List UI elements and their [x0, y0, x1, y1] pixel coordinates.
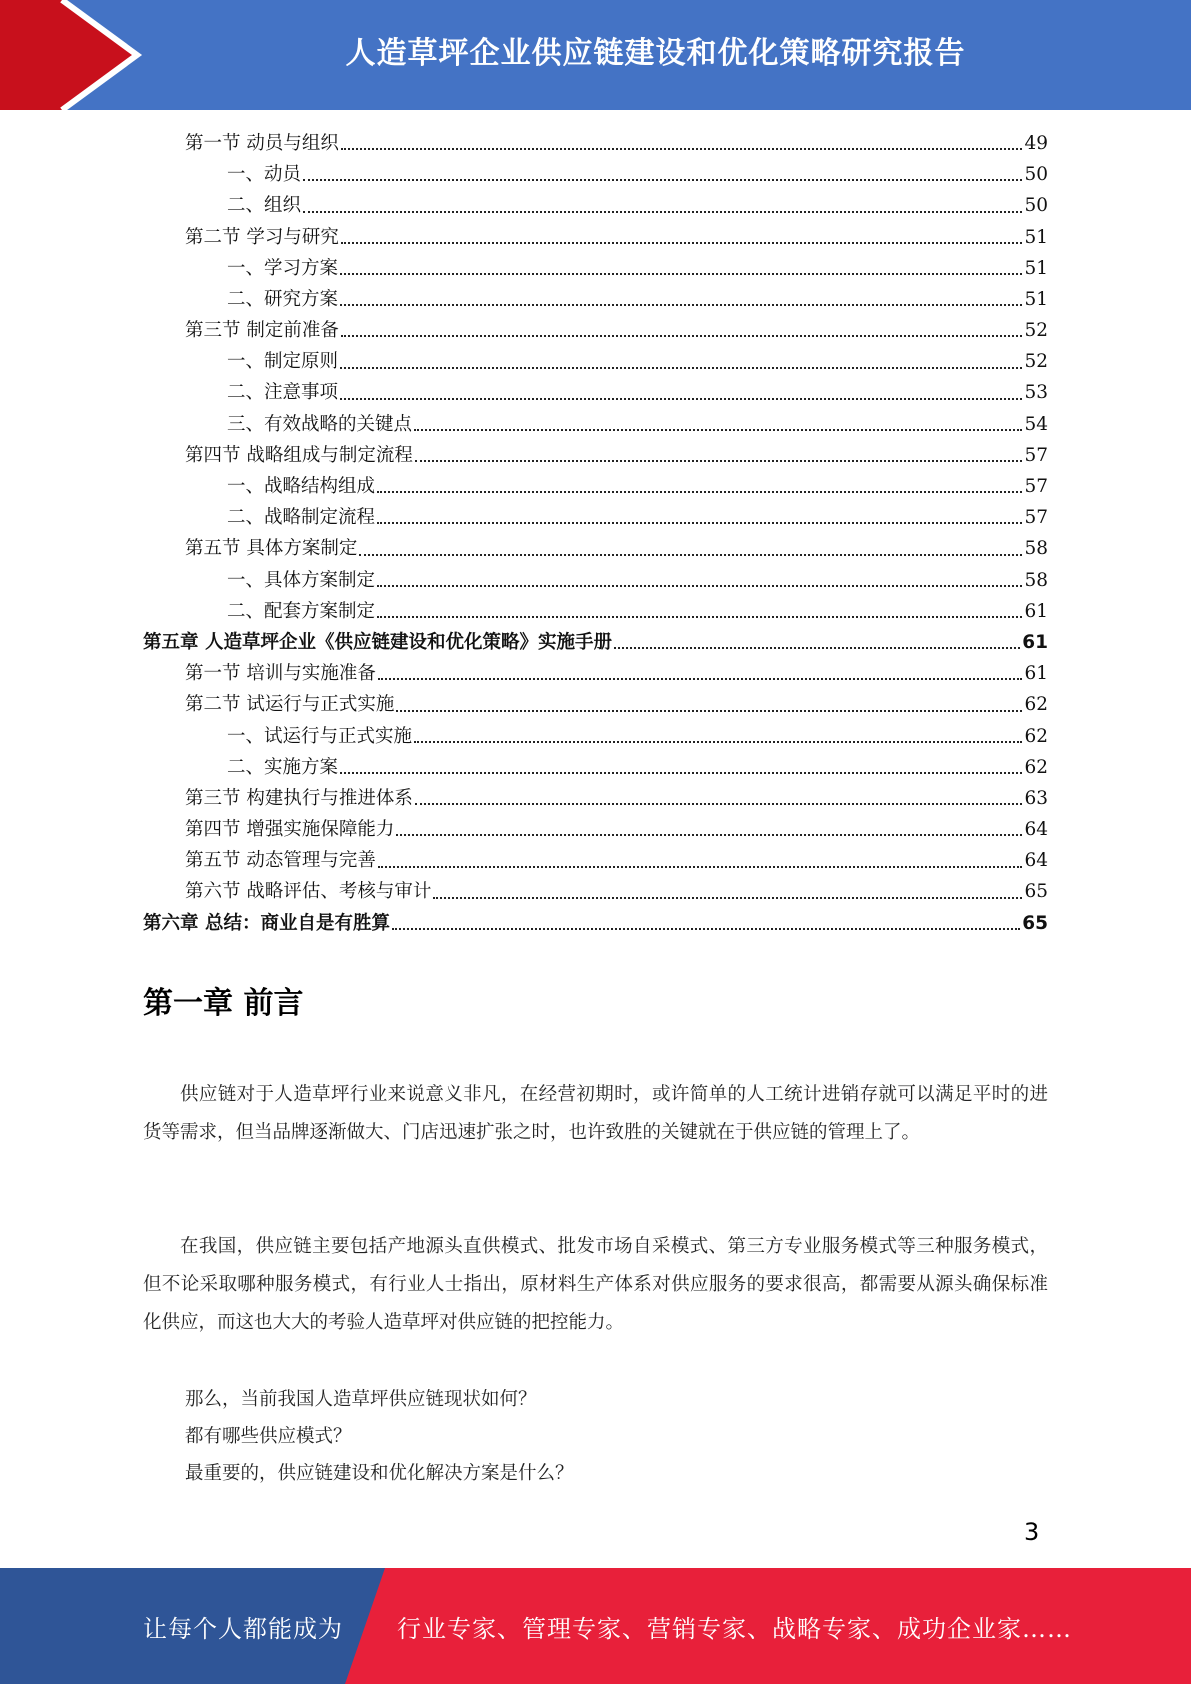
- toc-entry[interactable]: [143, 596, 1048, 627]
- toc-entry-label: 第四节 增强实施保障能力: [185, 819, 395, 841]
- toc-dot-leader: [433, 897, 1022, 899]
- toc-entry-label: 第六节 战略评估、考核与审计: [185, 881, 432, 903]
- toc-entry[interactable]: [143, 222, 1048, 253]
- toc-entry-page: 57: [1024, 507, 1048, 529]
- toc-entry-label: 二、研究方案: [227, 288, 339, 310]
- toc-entry-label: 三、有效战略的关键点: [227, 413, 413, 435]
- chapter-title: 第一章 前言: [143, 986, 304, 1021]
- toc-entry-page: 62: [1024, 694, 1048, 716]
- toc-entry[interactable]: [143, 689, 1048, 720]
- toc-entry-page: 53: [1024, 382, 1048, 404]
- toc-entry[interactable]: [143, 471, 1048, 502]
- page-footer: [0, 1568, 1191, 1684]
- toc-entry[interactable]: [143, 877, 1048, 908]
- toc-entry[interactable]: [143, 128, 1048, 159]
- toc-dot-leader: [303, 179, 1022, 181]
- toc-entry-label: 第六章 总结：商业自是有胜算: [143, 912, 390, 934]
- toc-dot-leader: [359, 554, 1022, 556]
- toc-dot-leader: [377, 616, 1022, 618]
- toc-dot-leader: [378, 678, 1023, 680]
- toc-entry[interactable]: [143, 159, 1048, 190]
- toc-entry[interactable]: [143, 533, 1048, 564]
- toc-entry[interactable]: [143, 502, 1048, 533]
- toc-entry-label: 第三节 制定前准备: [185, 320, 339, 342]
- toc-dot-leader: [341, 242, 1023, 244]
- toc-entry-page: 49: [1024, 132, 1048, 154]
- toc-entry[interactable]: [143, 814, 1048, 845]
- toc-dot-leader: [377, 491, 1022, 493]
- toc-entry-label: 第三节 构建执行与推进体系: [185, 787, 413, 809]
- toc-dot-leader: [415, 803, 1023, 805]
- toc-entry-page: 50: [1024, 195, 1048, 217]
- chevron-arrow-icon: [0, 0, 160, 110]
- toc-entry-page: 58: [1024, 569, 1048, 591]
- toc-entry-page: 65: [1024, 881, 1048, 903]
- toc-entry-label: 第二节 试运行与正式实施: [185, 694, 395, 716]
- toc-entry-page: 51: [1024, 288, 1048, 310]
- toc-entry-page: 62: [1024, 725, 1048, 747]
- toc-entry-label: 二、战略制定流程: [227, 507, 376, 529]
- toc-entry[interactable]: [143, 783, 1048, 814]
- toc-entry-page: 64: [1024, 850, 1048, 872]
- toc-entry-page: 57: [1024, 444, 1048, 466]
- toc-dot-leader: [396, 710, 1022, 712]
- toc-entry[interactable]: [143, 190, 1048, 221]
- toc-entry-label: 一、动员: [227, 164, 302, 186]
- footer-slogan-right: 行业专家、管理专家、营销专家、战略专家、成功企业家……: [397, 1614, 1072, 1643]
- footer-slogan-left: 让每个人都能成为: [143, 1614, 343, 1643]
- question-line: 最重要的，供应链建设和优化解决方案是什么？: [185, 1463, 574, 1484]
- toc-entry[interactable]: [143, 752, 1048, 783]
- paragraph-1: 供应链对于人造草坪行业来说意义非凡，在经营初期时，或许简单的人工统计进销存就可以满足平时的进货等需求，但当品牌逐渐做大、门店迅速扩张之时，也许致胜的关键就在于供应链的管理上了。: [143, 1084, 1048, 1143]
- report-title: 人造草坪企业供应链建设和优化策略研究报告: [345, 36, 966, 71]
- toc-entry-label: 第四节 战略组成与制定流程: [185, 444, 413, 466]
- question-line: 都有哪些供应模式？: [185, 1426, 352, 1447]
- toc-entry-label: 一、学习方案: [227, 257, 339, 279]
- toc-entry-page: 51: [1024, 226, 1048, 248]
- toc-entry-label: 第五节 具体方案制定: [185, 538, 358, 560]
- toc-entry[interactable]: [143, 284, 1048, 315]
- toc-entry-page: 51: [1024, 257, 1048, 279]
- table-of-contents: [143, 128, 1048, 939]
- toc-entry-label: 一、制定原则: [227, 351, 339, 373]
- toc-dot-leader: [414, 429, 1022, 431]
- toc-entry-label: 一、战略结构组成: [227, 476, 376, 498]
- toc-entry-page: 52: [1024, 351, 1048, 373]
- toc-dot-leader: [396, 834, 1022, 836]
- toc-entry[interactable]: [143, 721, 1048, 752]
- toc-entry[interactable]: [143, 315, 1048, 346]
- toc-entry-page: 61: [1024, 600, 1048, 622]
- toc-entry-label: 一、具体方案制定: [227, 569, 376, 591]
- toc-dot-leader: [340, 398, 1022, 400]
- toc-entry-label: 第一节 培训与实施准备: [185, 663, 376, 685]
- toc-entry-label: 第五节 动态管理与完善: [185, 850, 376, 872]
- toc-dot-leader: [614, 647, 1020, 649]
- toc-entry-label: 二、实施方案: [227, 756, 339, 778]
- toc-dot-leader: [377, 585, 1022, 587]
- toc-entry[interactable]: [143, 378, 1048, 409]
- toc-entry[interactable]: [143, 440, 1048, 471]
- question-list: [185, 1381, 574, 1492]
- toc-entry-page: 64: [1024, 819, 1048, 841]
- toc-dot-leader: [340, 273, 1022, 275]
- toc-dot-leader: [378, 866, 1023, 868]
- toc-entry[interactable]: [143, 565, 1048, 596]
- paragraph-2: 在我国，供应链主要包括产地源头直供模式、批发市场自采模式、第三方专业服务模式等三种服务模式，但不论采取哪种服务模式，有行业人士指出，原材料生产体系对供应服务的要求很高，都需要从源头确保标准化供应，而这也大大的考验人造草坪对供应链的把控能力。: [143, 1236, 1048, 1333]
- toc-entry-page: 62: [1024, 756, 1048, 778]
- toc-dot-leader: [340, 304, 1022, 306]
- toc-entry-page: 61: [1022, 631, 1048, 653]
- toc-dot-leader: [392, 928, 1020, 930]
- toc-entry-label: 二、组织: [227, 195, 302, 217]
- toc-entry-page: 57: [1024, 476, 1048, 498]
- toc-entry-page: 50: [1024, 164, 1048, 186]
- toc-entry-page: 54: [1024, 413, 1048, 435]
- toc-entry-label: 二、注意事项: [227, 382, 339, 404]
- toc-dot-leader: [415, 460, 1023, 462]
- toc-entry[interactable]: [143, 346, 1048, 377]
- toc-dot-leader: [414, 741, 1022, 743]
- toc-dot-leader: [340, 772, 1022, 774]
- toc-entry-page: 52: [1024, 320, 1048, 342]
- toc-dot-leader: [377, 522, 1022, 524]
- toc-entry[interactable]: [143, 658, 1048, 689]
- toc-dot-leader: [303, 211, 1022, 213]
- toc-entry-page: 65: [1022, 912, 1048, 934]
- toc-entry-label: 一、试运行与正式实施: [227, 725, 413, 747]
- toc-entry[interactable]: [143, 253, 1048, 284]
- toc-dot-leader: [341, 335, 1023, 337]
- toc-entry[interactable]: [143, 409, 1048, 440]
- question-line: 那么，当前我国人造草坪供应链现状如何？: [185, 1389, 537, 1410]
- toc-entry[interactable]: [143, 908, 1048, 939]
- toc-entry-page: 61: [1024, 663, 1048, 685]
- toc-entry-label: 第二节 学习与研究: [185, 226, 339, 248]
- page-header: [0, 0, 1191, 110]
- toc-entry[interactable]: [143, 627, 1048, 658]
- toc-entry[interactable]: [143, 845, 1048, 876]
- toc-dot-leader: [341, 148, 1023, 150]
- toc-entry-label: 二、配套方案制定: [227, 600, 376, 622]
- toc-entry-label: 第一节 动员与组织: [185, 132, 339, 154]
- toc-dot-leader: [340, 367, 1022, 369]
- toc-entry-page: 63: [1024, 787, 1048, 809]
- toc-entry-label: 第五章 人造草坪企业《供应链建设和优化策略》实施手册: [143, 631, 612, 653]
- page-number: 3: [1024, 1518, 1040, 1546]
- toc-entry-page: 58: [1024, 538, 1048, 560]
